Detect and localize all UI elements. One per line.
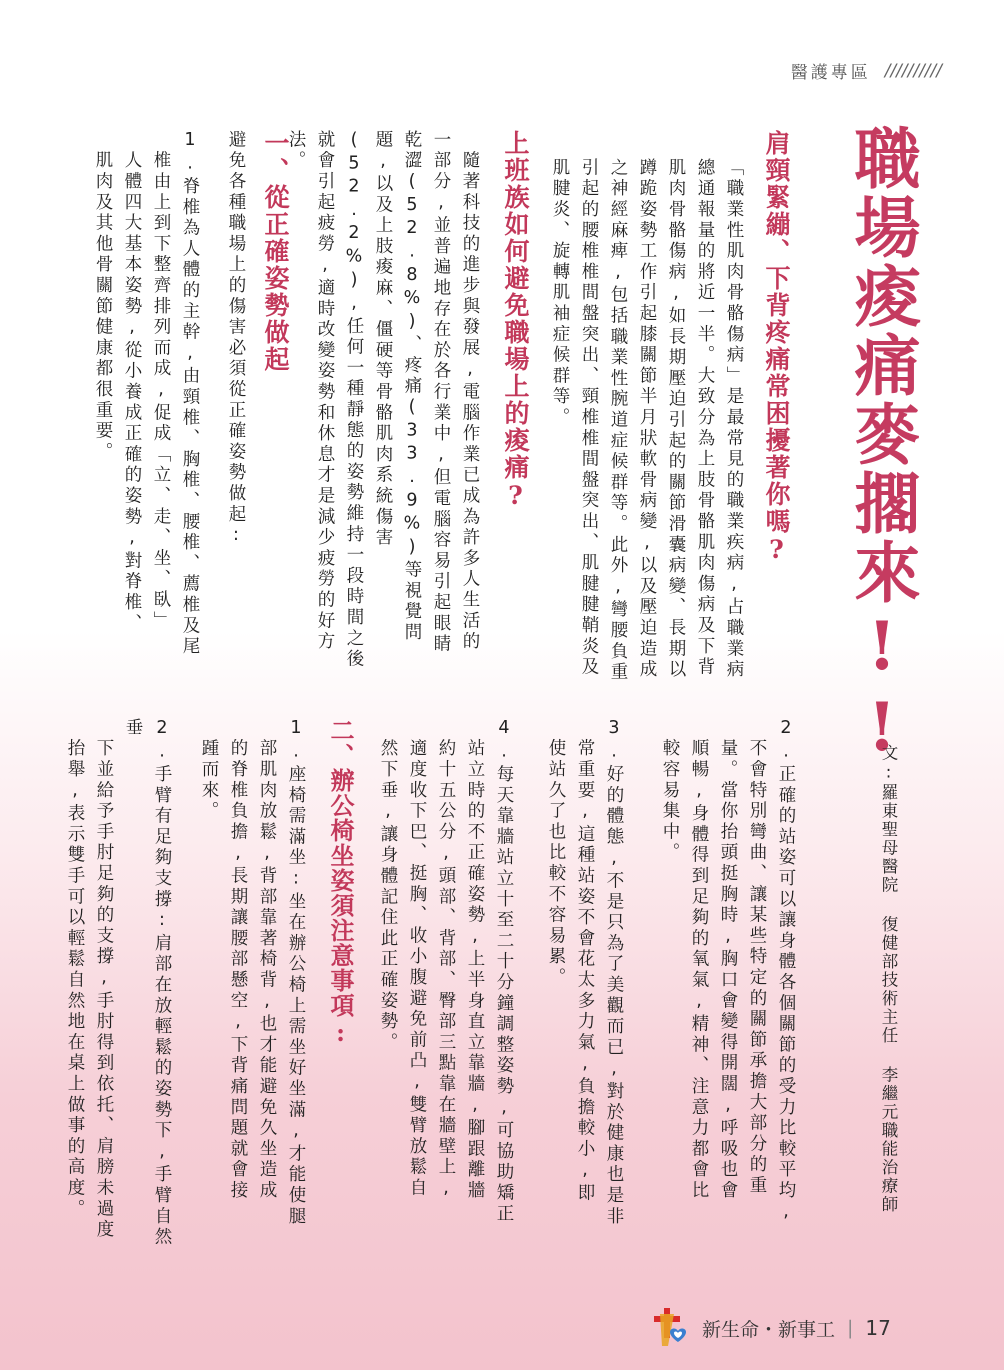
magazine-title: 新生命・新事工 bbox=[702, 1318, 836, 1341]
author-credit: 文:羅東聖母醫院 復健部技術主任 李繼元職能治療師 bbox=[879, 744, 898, 1214]
page-number: 17 bbox=[865, 1316, 891, 1340]
section4-heading: 二、辦公椅坐姿須注意事項: bbox=[326, 718, 355, 1048]
section3-heading: 一、從正確姿勢做起 bbox=[261, 130, 290, 373]
posture-item-2: 2.正確的站姿可以讓身體各個關節的受力比較平均, 不會特別彎曲、讓某些特定的關節承擔大部分的重 量。當你抬頭挺胸時,胸口會變得開闊,呼吸也會 順暢,身體得到足夠的氧氣,精神、注意力都會比 較容易集中。 bbox=[660, 718, 796, 1225]
section2-heading: 上班族如何避免職場上的痠痛? bbox=[501, 130, 530, 512]
header-slashes: ////////// bbox=[884, 60, 942, 81]
page-footer bbox=[650, 1306, 891, 1350]
posture-item-4: 4.每天靠牆站立十至二十分鐘調整姿勢,可協助矯正 站立時的不正確姿勢,上半身直立靠牆,腳跟離牆 約十五公分,頭部、背部、臀部三點靠在牆壁上, 適度收下巴、挺胸、收小腹避免前凸,雙臂放鬆自 然下垂,讓身體記住此正確姿勢。 bbox=[378, 718, 514, 1225]
hospital-logo-icon bbox=[650, 1306, 690, 1350]
chair-item-1: 1.座椅需滿坐:坐在辦公椅上需坐好坐滿,才能使腿 部肌肉放鬆,背部靠著椅背,也才能避免久坐造成 的脊椎負擔,長期讓腰部懸空,下背痛問題就會接 踵而來。 bbox=[199, 718, 306, 1228]
section-header bbox=[791, 58, 942, 83]
section1-paragraph: 「職業性肌肉骨骼傷病」是最常見的職業疾病,占職業病總通報量的將近一半。大致分為上肢骨骼肌肉傷病及下背肌肉骨骼傷病,如長期壓迫引起的關節滑囊病變、長期以蹲跪姿勢工作引起膝關節半月狀軟骨病變,以及壓迫造成之神經麻痺,包括職業性腕道症候群等。此外,彎腰負重引起的腰椎椎間盤突出、頸椎椎間盤突出、肌腱腱鞘炎及肌腱炎、旋轉肌袖症候群等。 bbox=[550, 158, 744, 683]
section3-intro: 避免各種職場上的傷害必須從正確姿勢做起: bbox=[226, 130, 246, 549]
posture-item-3: 3.好的體態,不是只為了美觀而已,對於健康也是非 常重要,這種站姿不會花太多力氣,負擔較小,即 使站久了也比較不容易累。 bbox=[546, 718, 624, 1228]
section3-item-1: 1.脊椎為人體的主幹,由頸椎、胸椎、腰椎、薦椎及尾 椎由上到下整齊排列而成,促成「立、走、坐、臥」 人體四大基本姿勢,從小養成正確的姿勢,對脊椎、 肌肉及其他骨關節健康都很重要。 bbox=[93, 130, 200, 658]
chair-item-2: 2.手臂有足夠支撐:肩部在放輕鬆的姿勢下,手臂自然垂 下並給予手肘足夠的支撐,手肘得到依托、肩膀未過度 抬舉,表示雙手可以輕鬆自然地在桌上做事的高度。 bbox=[65, 718, 172, 1248]
footer-separator: | bbox=[847, 1317, 854, 1339]
section-label: 醫護專區 bbox=[790, 63, 871, 83]
section1-heading: 肩頸緊繃、下背疼痛常困擾著你嗎? bbox=[762, 130, 791, 566]
page-title: 職場痠痛麥擱來!! bbox=[843, 124, 921, 769]
section2-paragraph: 隨著科技的進步與發展,電腦作業已成為許多人生活的一部分,並普遍地存在於各行業中,但電腦容易引起眼睛乾澀(52.8%)、疼痛(33.9%)等視覺問題,以及上肢痠麻、僵硬等骨骼肌肉系統傷害(52.2%),任何一種靜態的姿勢維持一段時間之後就會引起疲勞,適時改變姿勢和休息才是減少疲勞的好方法。 bbox=[286, 130, 480, 670]
